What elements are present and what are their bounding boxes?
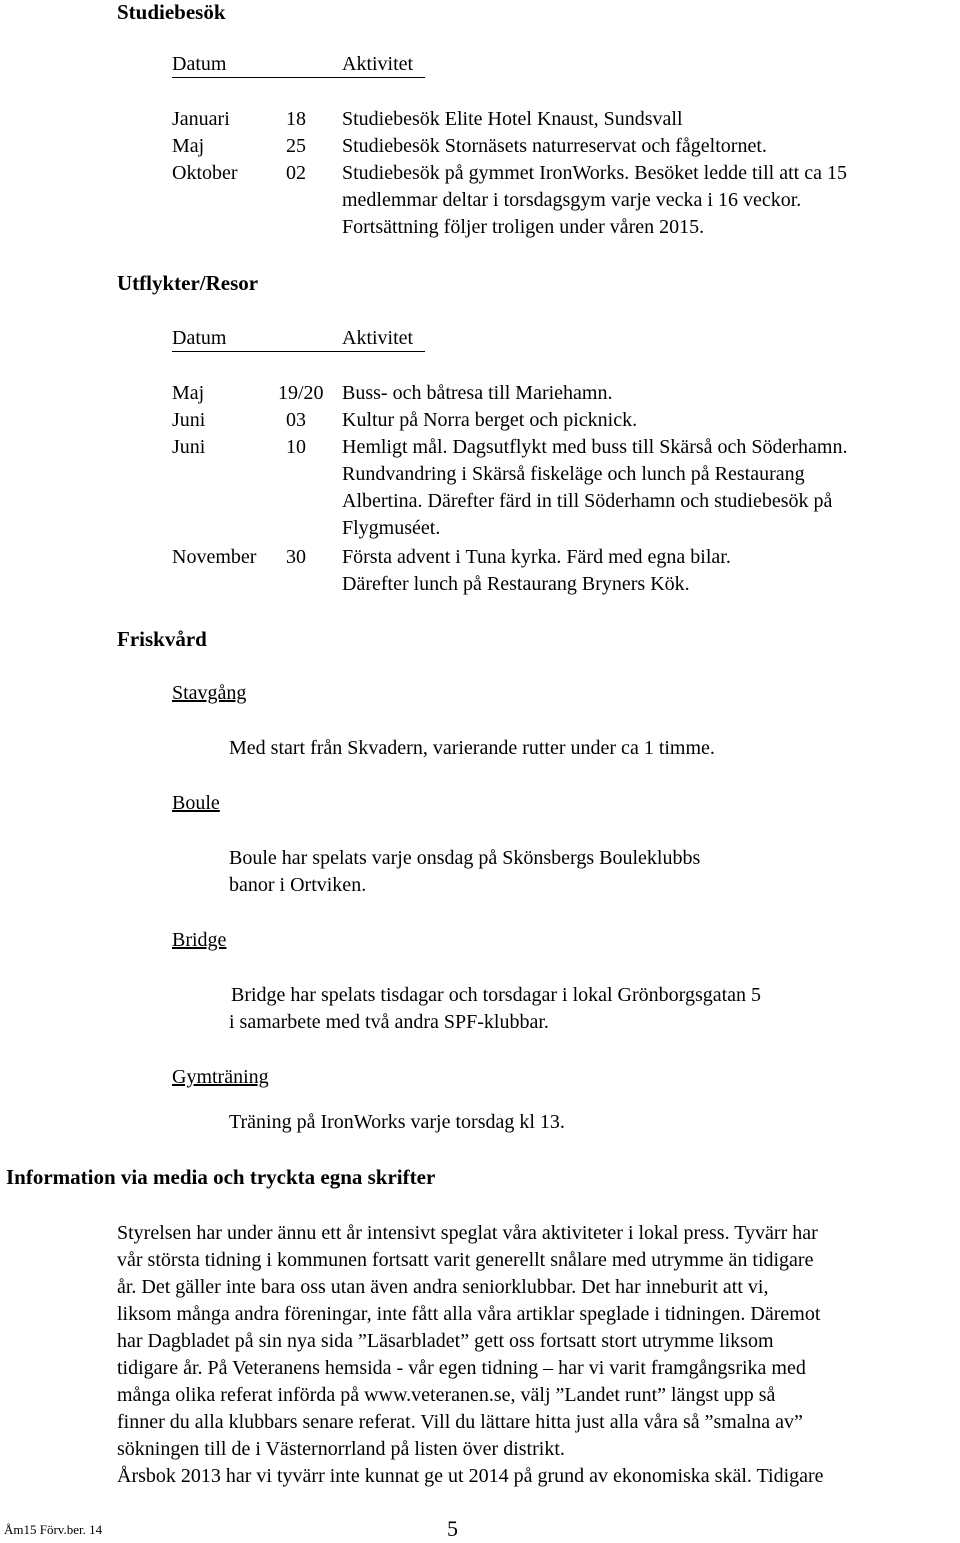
bridge-text-cont: i samarbete med två andra SPF-klubbar.: [229, 1011, 549, 1033]
col-header-date: [172, 53, 226, 76]
row-day: 03: [286, 409, 306, 431]
col-header-activity: Aktivitet: [342, 327, 414, 349]
paragraph-line: Årsbok 2013 har vi tyvärr inte kunnat ge ut 2014 på grund av ekonomiska skäl. Tidigare: [117, 1465, 824, 1487]
row-month: Maj: [172, 135, 205, 157]
row-day: 30: [286, 546, 306, 568]
boule-text: Boule har spelats varje onsdag på Skönsbergs Bouleklubbs: [229, 847, 701, 869]
section-heading-studiebesok: Studiebesök: [117, 0, 226, 24]
row-month: Juni: [172, 409, 206, 431]
row-activity-cont: Därefter lunch på Restaurang Bryners Kök.: [342, 573, 690, 595]
page-number: 5: [447, 1516, 458, 1541]
row-activity-cont: medlemmar deltar i torsdagsgym varje vecka i 16 veckor.: [342, 189, 802, 211]
paragraph-line: finner du alla klubbars senare referat. Vill du lättare hitta just alla våra så ”smalna av”: [117, 1411, 803, 1433]
paragraph-line: många olika referat införda på www.veteranen.se, välj ”Landet runt” längst upp så: [117, 1384, 776, 1406]
row-activity: Studiebesök på gymmet IronWorks. Besöket ledde till att ca 15: [342, 162, 847, 184]
row-day: 18: [286, 108, 306, 130]
row-activity: Buss- och båtresa till Mariehamn.: [342, 382, 613, 404]
paragraph-line: tidigare år. På Veteranens hemsida - vår egen tidning – har vi varit framgångsrika med: [117, 1357, 806, 1379]
row-activity: Första advent i Tuna kyrka. Färd med egna bilar.: [342, 546, 731, 568]
row-month: Januari: [172, 108, 230, 130]
row-activity-cont: Flygmuséet.: [342, 517, 441, 539]
row-activity: Studiebesök Elite Hotel Knaust, Sundsvall: [342, 108, 683, 130]
row-activity: Kultur på Norra berget och picknick.: [342, 409, 638, 431]
row-day: 19/20: [278, 382, 324, 404]
row-activity-cont: Fortsättning följer troligen under våren 2015.: [342, 216, 705, 238]
subheading-stavgang: Stavgång: [172, 682, 247, 704]
row-activity: Studiebesök Stornäsets naturreservat och fågeltornet.: [342, 135, 767, 157]
gymtraning-text: Träning på IronWorks varje torsdag kl 13.: [229, 1111, 565, 1133]
bridge-text: Bridge har spelats tisdagar och torsdagar i lokal Grönborgsgatan 5: [231, 984, 762, 1006]
row-month: Juni: [172, 436, 206, 458]
row-day: 25: [286, 135, 306, 157]
information-paragraph: [117, 1220, 960, 1490]
col-header-date: Datum: [172, 327, 227, 349]
paragraph-line: sökningen till de i Västernorrland på listen över distrikt.: [117, 1438, 565, 1460]
header-underline: [172, 77, 425, 78]
subheading-boule: Boule: [172, 792, 220, 814]
row-day: 10: [286, 436, 306, 458]
paragraph-line: Styrelsen har under ännu ett år intensivt speglat våra aktiviteter i lokal press. Tyvärr har: [117, 1222, 818, 1244]
row-day: 02: [286, 162, 306, 184]
paragraph-line: vår största tidning i kommunen fortsatt varit generellt snålare med utrymme än tidigare: [117, 1249, 814, 1271]
paragraph-line: år. Det gäller inte bara oss utan även andra seniorklubbar. Det har inneburit att vi,: [117, 1276, 769, 1298]
paragraph-line: har Dagbladet på sin nya sida ”Läsarbladet” gett oss fortsatt stort utrymme liksom: [117, 1330, 774, 1352]
section-heading-utflykter: Utflykter/Resor: [117, 271, 259, 295]
section-heading-friskvard: Friskvård: [117, 627, 207, 651]
header-underline: [172, 351, 425, 352]
subheading-bridge: Bridge: [172, 929, 227, 951]
row-activity-cont: Albertina. Därefter färd in till Söderhamn och studiebesök på: [342, 490, 833, 512]
stavgang-text: Med start från Skvadern, varierande rutter under ca 1 timme.: [229, 737, 715, 759]
boule-text-cont: banor i Ortviken.: [229, 874, 367, 896]
section-heading-information: Information via media och tryckta egna skrifter: [6, 1165, 436, 1189]
row-activity: Hemligt mål. Dagsutflykt med buss till Skärså och Söderhamn.: [342, 436, 848, 458]
row-month: November: [172, 546, 257, 568]
col-header-activity: Aktivitet: [342, 53, 414, 75]
paragraph-line: liksom många andra föreningar, inte fått alla våra artiklar speglade i tidningen. Däremot: [117, 1303, 821, 1325]
col-header-date-label: Datum: [172, 53, 227, 75]
row-month: Maj: [172, 382, 205, 404]
row-month: Oktober: [172, 162, 238, 184]
subheading-gymtraning: Gymträning: [172, 1066, 269, 1088]
row-activity-cont: Rundvandring i Skärså fiskeläge och lunch på Restaurang: [342, 463, 805, 485]
footer-label: Åm15 Förv.ber. 14: [4, 1522, 103, 1537]
